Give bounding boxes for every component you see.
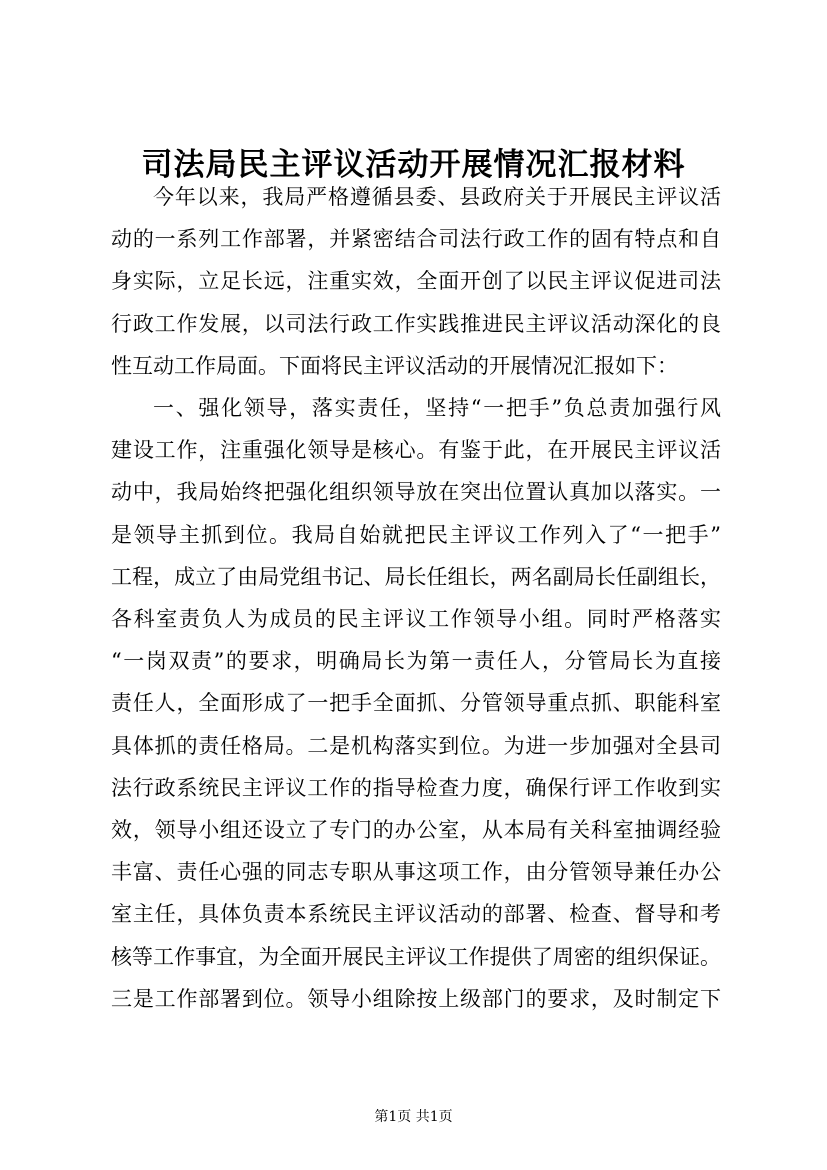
text-line: 建设工作，注重强化领导是核心。有鉴于此，在开展民主评议活: [111, 438, 721, 463]
text-line: 各科室责负人为成员的民主评议工作领导小组。同时严格落实: [111, 607, 721, 631]
text-line: 工程，成立了由局党组书记、局长任组长，两名副局长任副组长，: [111, 564, 721, 589]
text-line: 室主任，具体负责本系统民主评议活动的部署、检查、督导和考: [111, 902, 721, 927]
text-line: 法行政系统民主评议工作的指导检查力度，确保行评工作收到实: [111, 775, 721, 800]
text-line: 核等工作事宜，为全面开展民主评议工作提供了周密的组织保证。: [111, 944, 721, 969]
document-title: 司法局民主评议活动开展情况汇报材料: [141, 147, 686, 183]
text-line: 一、强化领导，落实责任，坚持“一把手”负总责加强行风: [153, 396, 721, 420]
text-line: 行政工作发展，以司法行政工作实践推进民主评议活动深化的良: [111, 311, 721, 336]
text-line: 丰富、责任心强的同志专职从事这项工作，由分管领导兼任办公: [111, 860, 721, 885]
text-line: 效，领导小组还设立了专门的办公室，从本局有关科室抽调经验: [111, 818, 721, 842]
text-line: 三是工作部署到位。领导小组除按上级部门的要求，及时制定下: [111, 986, 721, 1011]
text-line: 动中，我局始终把强化组织领导放在突出位置认真加以落实。一: [111, 480, 721, 505]
text-line: 责任人，全面形成了一把手全面抓、分管领导重点抓、职能科室: [111, 691, 721, 716]
text-line: 身实际，立足长远，注重实效，全面开创了以民主评议促进司法: [111, 269, 721, 294]
text-line: 是领导主抓到位。我局自始就把民主评议工作列入了“一把手”: [111, 522, 721, 547]
page-footer: 第1页 共1页: [374, 1109, 453, 1125]
text-line: “一岗双责”的要求，明确局长为第一责任人，分管局长为直接: [111, 649, 721, 674]
text-line: 性互动工作局面。下面将民主评议活动的开展情况汇报如下：: [111, 353, 678, 378]
text-line: 具体抓的责任格局。二是机构落实到位。为进一步加强对全县司: [111, 733, 721, 758]
text-line: 今年以来，我局严格遵循县委、县政府关于开展民主评议活: [153, 185, 721, 209]
text-line: 动的一系列工作部署，并紧密结合司法行政工作的固有特点和自: [111, 227, 721, 252]
